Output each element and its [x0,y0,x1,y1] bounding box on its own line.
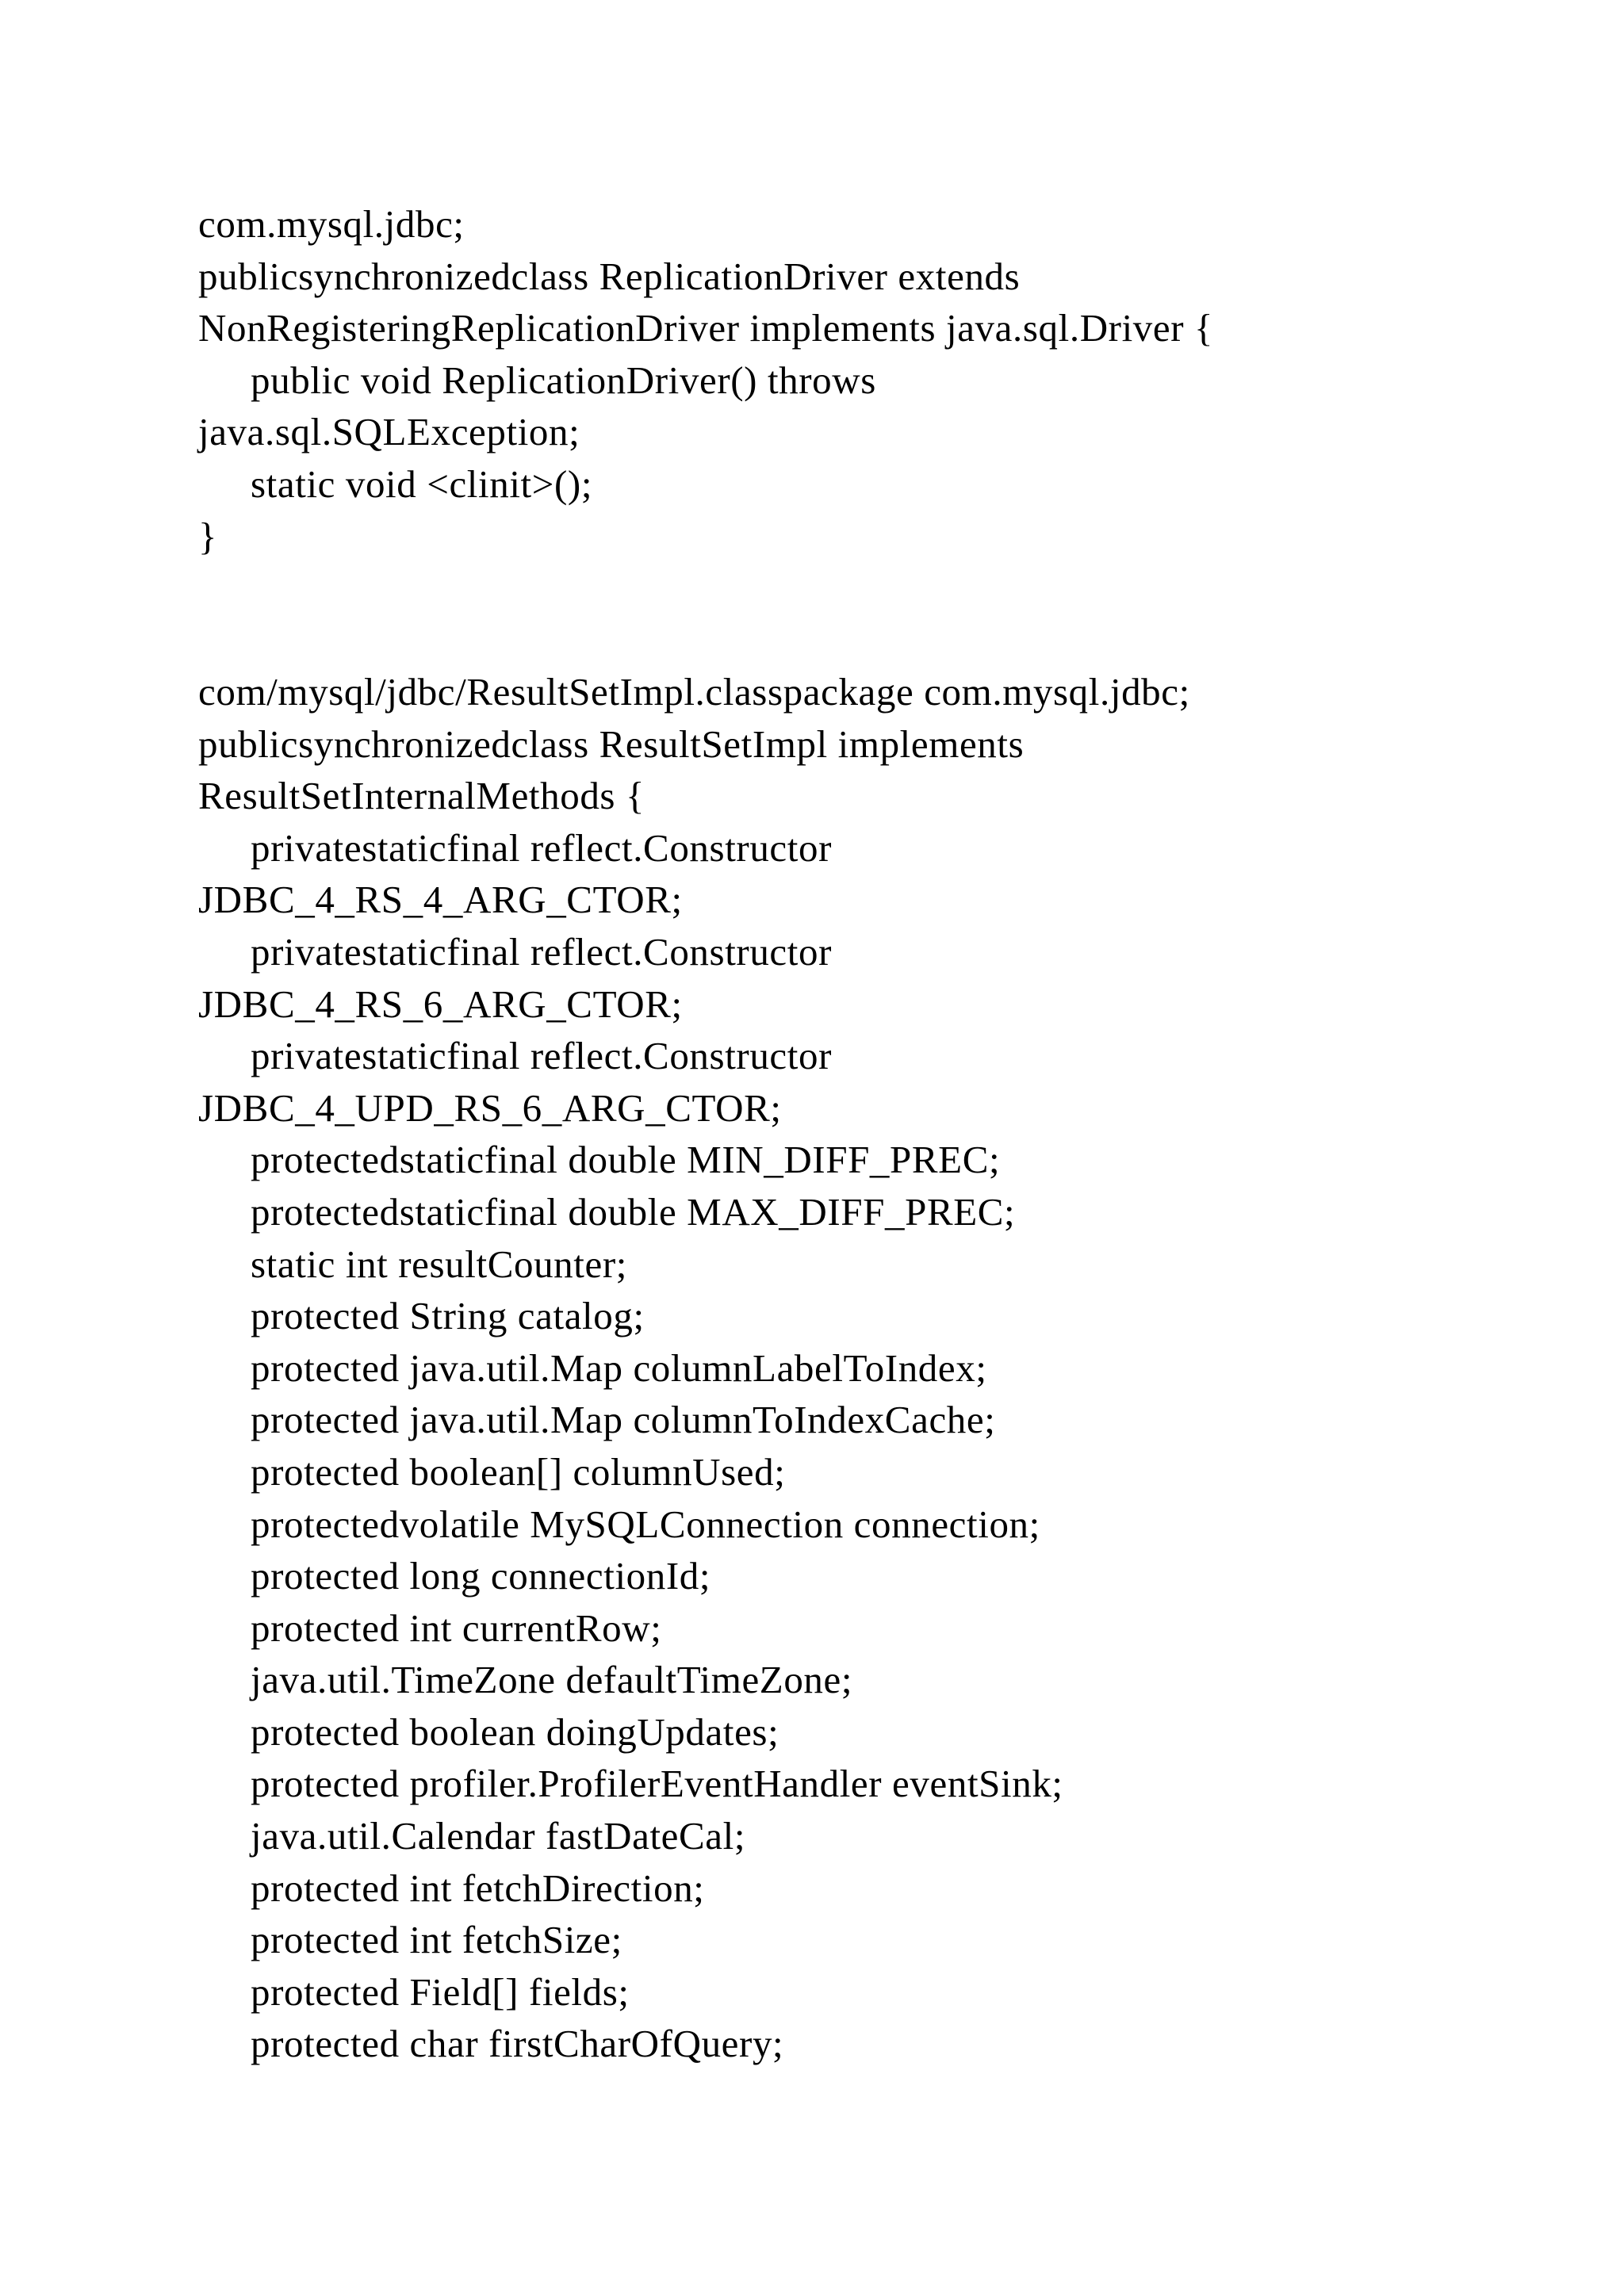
code-line: protected Field[] fields; [251,1969,630,2014]
code-line: ResultSetInternalMethods { [198,774,645,818]
code-line: com.mysql.jdbc; [198,202,465,246]
code-line: privatestaticfinal reflect.Constructor [251,929,833,974]
code-line: public void ReplicationDriver() throws [251,358,876,402]
code-line: protected java.util.Map columnToIndexCache; [251,1398,996,1442]
code-line: protected int fetchSize; [251,1918,622,1962]
code-line: protectedvolatile MySQLConnection connection; [251,1502,1040,1546]
code-line: NonRegisteringReplicationDriver implements java.sql.Driver { [198,306,1214,350]
code-line: privatestaticfinal reflect.Constructor [251,1034,833,1078]
replication-driver-code-block [198,198,1467,562]
code-line: com/mysql/jdbc/ResultSetImpl.classpackage com.mysql.jdbc; [198,670,1190,714]
code-line: publicsynchronizedclass ResultSetImpl implements [198,721,1025,766]
code-line: protected boolean[] columnUsed; [251,1449,786,1494]
code-line: java.util.TimeZone defaultTimeZone; [251,1658,853,1702]
code-line: java.sql.SQLException; [198,410,580,454]
code-line: protected profiler.ProfilerEventHandler eventSink; [251,1762,1063,1806]
code-line: protectedstaticfinal double MIN_DIFF_PREC; [251,1138,1001,1182]
code-line: protected int fetchDirection; [251,1866,705,1910]
code-line: java.util.Calendar fastDateCal; [251,1814,746,1858]
code-line: } [198,514,218,558]
resultset-impl-code-block [198,666,1467,2070]
code-line: protected long connectionId; [251,1554,711,1598]
code-line: protectedstaticfinal double MAX_DIFF_PREC; [251,1189,1016,1234]
code-line: protected char firstCharOfQuery; [251,2022,784,2066]
code-line: static int resultCounter; [251,1242,627,1286]
code-line: protected int currentRow; [251,1605,662,1650]
code-line: publicsynchronizedclass ReplicationDriver extends [198,254,1021,298]
code-line: protected String catalog; [251,1294,645,1338]
code-line: JDBC_4_RS_6_ARG_CTOR; [198,982,683,1026]
code-line: JDBC_4_UPD_RS_6_ARG_CTOR; [198,1085,782,1130]
code-line: static void <clinit>(); [251,461,593,506]
code-line: JDBC_4_RS_4_ARG_CTOR; [198,878,683,922]
code-line: protected boolean doingUpdates; [251,1709,779,1754]
code-line: protected java.util.Map columnLabelToIndex; [251,1345,987,1390]
code-line: privatestaticfinal reflect.Constructor [251,825,833,870]
